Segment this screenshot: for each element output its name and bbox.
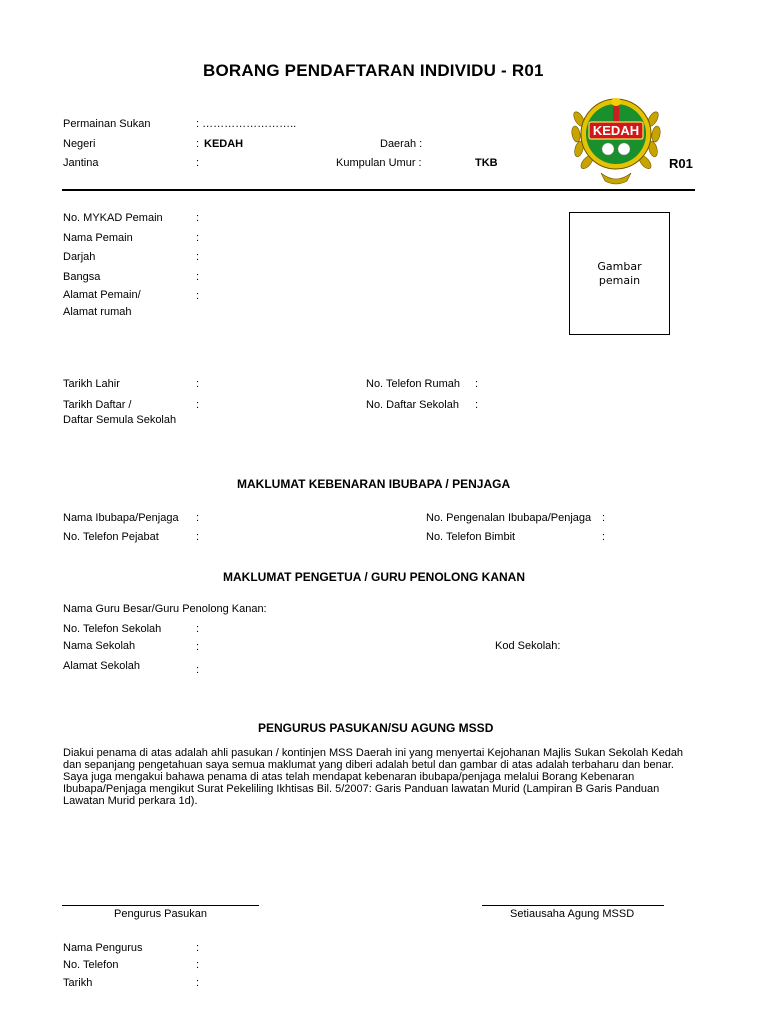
kumpulan-umur-value[interactable]: TKB: [475, 157, 498, 169]
tarikh-lahir-colon: :: [196, 378, 200, 390]
alamat-colon: :: [196, 290, 200, 302]
bangsa-colon: :: [196, 271, 200, 283]
nama-pemain-colon: :: [196, 232, 200, 244]
logo-text: KEDAH: [592, 123, 640, 138]
ic-ibubapa-colon: :: [602, 512, 606, 524]
alamat-rumah-label: Alamat rumah: [63, 306, 132, 318]
signature-label-pengurus: Pengurus Pasukan: [114, 908, 207, 920]
kedah-crest-logo: [571, 89, 661, 187]
tel-pejabat-colon: :: [196, 531, 200, 543]
no-daftar-label: No. Daftar Sekolah: [366, 399, 459, 411]
tel-rumah-label: No. Telefon Rumah: [366, 378, 460, 390]
tel-pengurus-label: No. Telefon: [63, 959, 119, 971]
nama-pengurus-label: Nama Pengurus: [63, 942, 143, 954]
ic-ibubapa-label: No. Pengenalan Ibubapa/Penjaga: [426, 512, 592, 524]
tel-sekolah-colon: :: [196, 623, 200, 635]
tel-sekolah-label: No. Telefon Sekolah: [63, 623, 162, 635]
tarikh-pengurus-label: Tarikh: [63, 977, 93, 989]
tarikh-pengurus-colon: :: [196, 977, 200, 989]
permainan-sukan-field[interactable]: : ……………………..: [196, 118, 297, 130]
nama-pemain-label: Nama Pemain: [63, 232, 133, 244]
daerah-label: Daerah :: [380, 138, 423, 150]
photo-label-line1: Gambar: [597, 259, 642, 273]
jantina-colon: :: [196, 157, 200, 169]
negeri-label: Negeri: [63, 138, 96, 150]
alamat-sekolah-colon: :: [196, 664, 200, 676]
nama-pengurus-colon: :: [196, 942, 200, 954]
darjah-label: Darjah: [63, 251, 96, 263]
nama-sekolah-colon: :: [196, 641, 200, 653]
nama-sekolah-label: Nama Sekolah: [63, 640, 136, 652]
no-daftar-colon: :: [475, 399, 479, 411]
guru-label: Nama Guru Besar/Guru Penolong Kanan:: [63, 603, 267, 615]
school-section-heading: MAKLUMAT PENGETUA / GURU PENOLONG KANAN: [223, 570, 525, 584]
form-title: BORANG PENDAFTARAN INDIVIDU - R01: [203, 61, 544, 80]
tel-bimbit-colon: :: [602, 531, 606, 543]
tarikh-daftar-label: Tarikh Daftar /: [63, 399, 132, 411]
mykad-label: No. MYKAD Pemain: [63, 212, 163, 224]
tel-rumah-colon: :: [475, 378, 479, 390]
kumpulan-umur-label: Kumpulan Umur :: [336, 157, 422, 169]
negeri-colon: :: [196, 138, 200, 150]
tel-bimbit-label: No. Telefon Bimbit: [426, 531, 516, 543]
photo-label-line2: pemain: [598, 273, 641, 287]
header-divider: [62, 189, 695, 191]
parent-section-heading: MAKLUMAT KEBENARAN IBUBAPA / PENJAGA: [237, 477, 511, 491]
signature-line-right: [482, 905, 664, 906]
management-section-heading: PENGURUS PASUKAN/SU AGUNG MSSD: [258, 721, 494, 735]
permainan-sukan-label: Permainan Sukan: [63, 118, 151, 130]
nama-ibubapa-label: Nama Ibubapa/Penjaga: [63, 512, 179, 524]
daftar-semula-label: Daftar Semula Sekolah: [63, 414, 177, 426]
jantina-label: Jantina: [63, 157, 99, 169]
declaration-paragraph: Diakui penama di atas adalah ahli pasukan / kontinjen MSS Daerah ini yang menyertai Kejohanan Majlis Sukan Sekolah Kedah dan sepanjang pengetahuan saya semua maklumat yang diberi adalah betul dan gambar di atas adalah terbaharu dan benar. Saya juga mengakui bahawa penama di atas telah mendapat kebenaran ibubapa/penjaga melalui Borang Kebenaran Ibubapa/Penjaga mengikut Surat Pekeliling Ikhtisas Bil. 5/2007: Garis Panduan lawatan Murid (Lampiran B Garis Panduan Lawatan Murid perkara 1d).: [63, 747, 684, 807]
mykad-colon: :: [196, 212, 200, 224]
darjah-colon: :: [196, 251, 200, 263]
form-code: R01: [669, 156, 693, 171]
tarikh-lahir-label: Tarikh Lahir: [63, 378, 120, 390]
kod-sekolah-label: Kod Sekolah:: [495, 640, 561, 652]
tarikh-daftar-colon: :: [196, 399, 200, 411]
tel-pengurus-colon: :: [196, 959, 200, 971]
signature-line-left: [62, 905, 259, 906]
tel-pejabat-label: No. Telefon Pejabat: [63, 531, 159, 543]
nama-ibubapa-colon: :: [196, 512, 200, 524]
player-photo-box[interactable]: [569, 212, 670, 335]
signature-label-setiausaha: Setiausaha Agung MSSD: [510, 908, 635, 920]
alamat-pemain-label: Alamat Pemain/: [63, 289, 141, 301]
bangsa-label: Bangsa: [63, 271, 101, 283]
negeri-value[interactable]: KEDAH: [204, 138, 244, 150]
alamat-sekolah-label: Alamat Sekolah: [63, 660, 141, 672]
